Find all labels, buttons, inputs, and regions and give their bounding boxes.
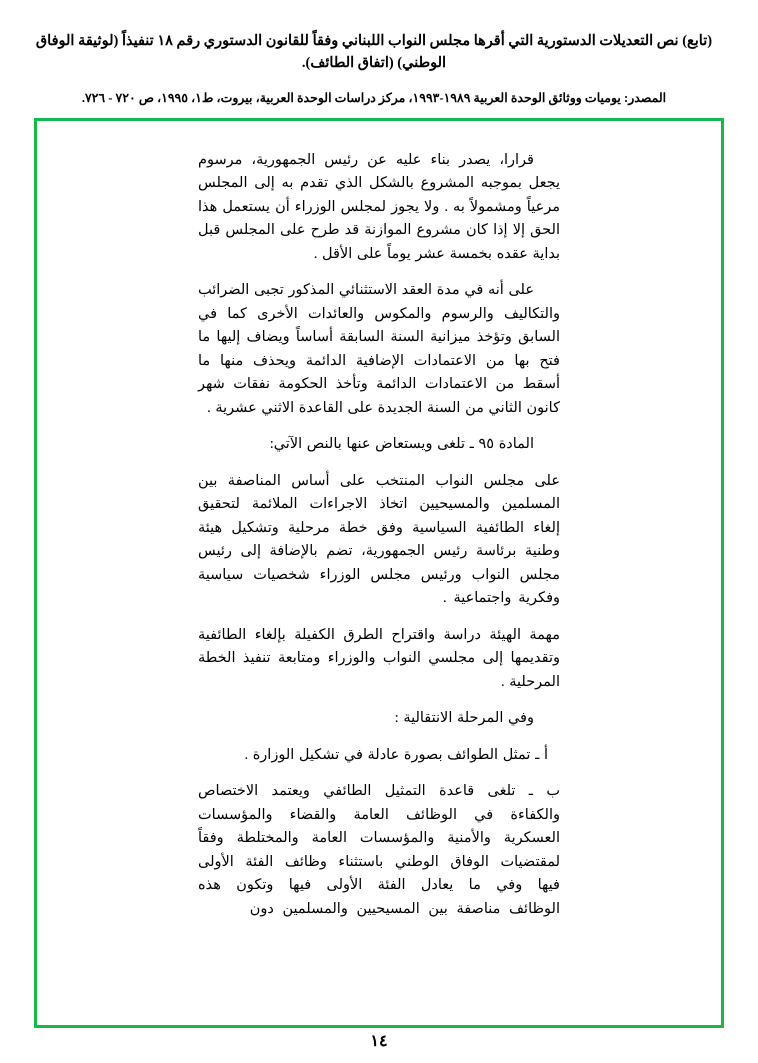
paragraph: على مجلس النواب المنتخب على أساس المناصفة بين المسلمين والمسيحيين اتخاذ الاجراءات الملائمة لتحقيق إلغاء الطائفية السياسية وفق خطة مرحلية وتشكيل هيئة وطنية برئاسة رئيس الجمهورية، تضم بالإضافة إلى رئيس مجلس النواب ورئيس مجلس الوزراء شخصيات سياسية وفكرية واجتماعية . <box>198 472 560 607</box>
document-source: المصدر: يوميات ووثائق الوحدة العربية ١٩٨٩-١٩٩٣، مركز دراسات الوحدة العربية، بيروت، ط١، ١٩٩٥، ص ٧٢٠ - ٧٢٦. <box>81 90 667 105</box>
paragraph: قرارا، يصدر بناء عليه عن رئيس الجمهورية، مرسوم يجعل بموجبه المشروع بالشكل الذي تقدم به إلى المجلس مرعياً ومشمولاً به . ولا يجوز لمجلس الوزراء أن يستعمل هذا الحق إلا إذا كان مشروع الموازنة قد طرح على المجلس قبل بداية عقده بخمسة عشر يوماً على الأقل . <box>198 152 560 262</box>
paragraph: على أنه في مدة العقد الاستثنائي المذكور تجبى الضرائب والتكاليف والرسوم والمكوس والعائدات الأخرى كما في السابق وتؤخذ ميزانية السنة السابقة أساساً ويضاف إليها ما فتح بها من الاعتمادات الإضافية الدائمة ويحذف منها ما أسقط من الاعتمادات الدائمة وتأخذ الحكومة نفقات شهر كانون الثاني من السنة الجديدة على القاعدة الاثني عشرية . <box>198 282 560 416</box>
document-title: (تابع) نص التعديلات الدستورية التي أقرها مجلس النواب اللبناني وفقاً للقانون الدستوري رقم ١٨ تنفيذاً (لوثيقة الوفاق الوطني) (اتفاق الطائف). <box>35 33 713 72</box>
page-number: ١٤ <box>370 1033 388 1050</box>
text-column <box>198 149 560 921</box>
clause-a: أ ـ تمثل الطوائف بصورة عادلة في تشكيل الوزارة . <box>244 746 548 763</box>
content-frame <box>34 118 724 1028</box>
paragraph: مهمة الهيئة دراسة واقتراح الطرق الكفيلة بإلغاء الطائفية وتقديمها إلى مجلسي النواب والوزراء ومتابعة تنفيذ الخطة المرحلية . <box>198 626 560 690</box>
clause-b: ب ـ تلغى قاعدة التمثيل الطائفي ويعتمد الاختصاص والكفاءة في الوظائف العامة والقضاء والمؤسسات العسكرية والأمنية والمؤسسات العامة والمختلطة وفقاً لمقتضيات الوفاق الوطني باستثناء وظائف الفئة الأولى فيها وفي ما يعادل الفئة الأولى فيها وتكون هذه الوظائف مناصفة بين المسيحيين والمسلمين دون <box>198 783 560 917</box>
paragraph: وفي المرحلة الانتقالية : <box>394 710 534 727</box>
content-area <box>37 135 721 1019</box>
article-heading: المادة ٩٥ ـ تلغى ويستعاض عنها بالنص الآتي: <box>269 436 534 453</box>
